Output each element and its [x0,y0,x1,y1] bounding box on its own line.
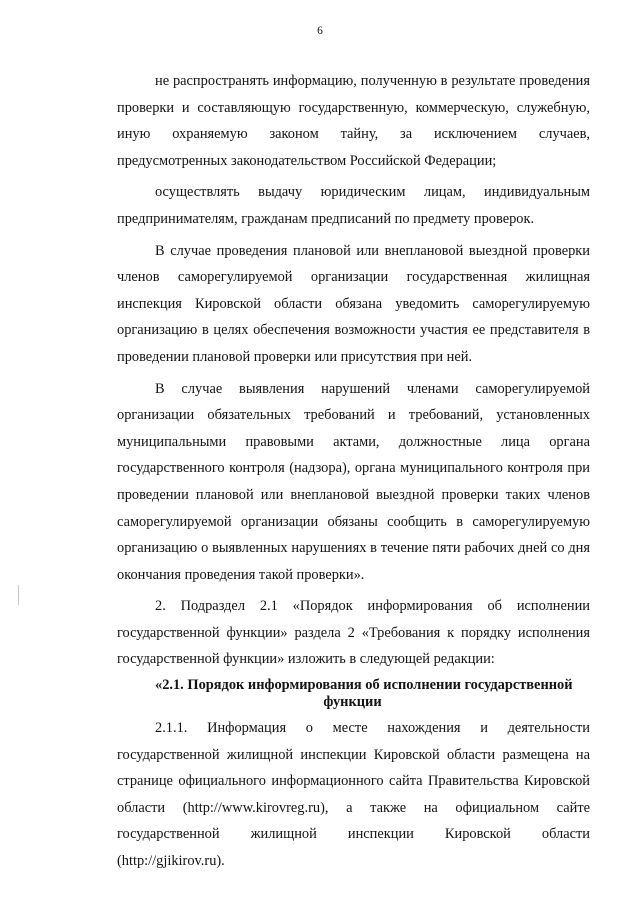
page-number: 6 [317,25,323,37]
paragraph-report-violations: В случае выявления нарушений членами саморегулируемой организации обязательных требований и требований, установленных муниципальными правовыми актами, должностные лица органа государственного контроля (надзора), органа муниципального контроля при проведении плановой или внеплановой выездной проверки таких членов саморегулируемой организации обязаны сообщить в саморегулируемую организацию о выявленных нарушениях в течение пяти рабочих дней со дня окончания проведения такой проверки». [117,380,590,583]
section-heading [117,677,590,711]
paragraph-notify-sro: В случае проведения плановой или внеплановой выездной проверки членов саморегулируемой организации государственная жилищная инспекция Кировской области обязана уведомить саморегулируемую организацию в целях обеспечения возможности участия ее представителя в проведении плановой проверки или присутствия при ней. [117,242,590,365]
document-body [117,68,590,875]
section-heading-line1: «2.1. Порядок информирования об исполнении государственной [155,677,573,694]
margin-scan-mark [18,585,19,605]
section-heading-line2: функции [323,694,382,711]
paragraph-issue-orders: осуществлять выдачу юридическим лицам, индивидуальным предпринимателям, гражданам предписаний по предмету проверок. [117,184,590,227]
paragraph-amend-subsection: 2. Подраздел 2.1 «Порядок информирования об исполнении государственной функции» раздела 2 «Требования к порядку исполнения государственной функции» изложить в следующей редакции: [117,598,590,668]
paragraph-information-location: 2.1.1. Информация о месте нахождения и деятельности государственной жилищной инспекции Кировской области размещена на странице официального информационного сайта Правительства Кировской области (http://www.kirovreg.ru), а также на официальном сайте государственной жилищной инспекции Кировской области (http://gjikirov.ru). [117,720,590,870]
paragraph-confidentiality: не распространять информацию, полученную в результате проведения проверки и составляющую государственную, коммерческую, служебную, иную охраняемую законом тайну, за исключением случаев, предусмотренных законодательством Российской Федерации; [117,73,590,169]
